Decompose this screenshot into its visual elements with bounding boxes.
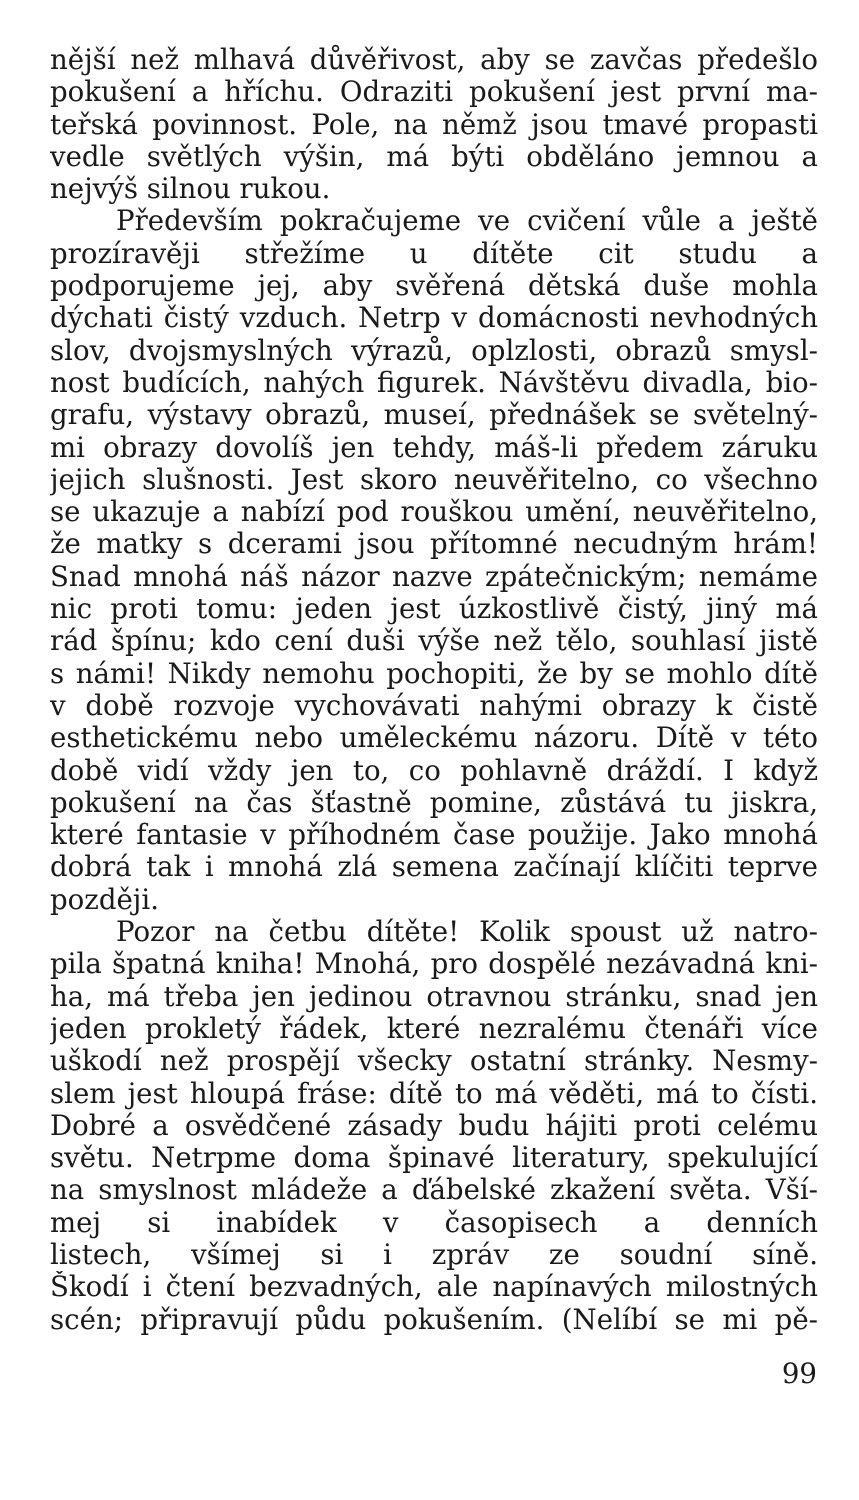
text-line: pokušení a hříchu. Odraziti pokušení jest první ma- — [50, 76, 818, 109]
text-line: světu. Netrpme doma špinavé literatury, spekulující — [50, 1142, 818, 1175]
text-line: podporujeme jej, aby svěřená dětská duše mohla — [50, 270, 818, 303]
paragraph-3 — [50, 916, 818, 1336]
text-line: mej si inabídek v časopisech a denních — [50, 1206, 818, 1239]
text-line: prozíravěji střežíme u dítěte cit studu a — [50, 237, 818, 270]
text-line: Dobré a osvědčené zásady budu hájiti proti celému — [50, 1109, 818, 1142]
text-line: na smyslnost mládeže a ďábelské zkažení světa. Vší- — [50, 1174, 818, 1207]
text-line: době vidí vždy jen to, co pohlavně dráždí. I když — [50, 754, 818, 787]
paragraph-1 — [50, 44, 818, 205]
text-line: později. — [50, 883, 159, 916]
text-line: teřská povinnost. Pole, na němž jsou tmavé propasti — [50, 108, 818, 141]
page-number: 99 — [781, 1357, 817, 1390]
text-line: grafu, výstavy obrazů, museí, přednášek se světelný- — [50, 399, 818, 432]
text-line: jejich slušnosti. Jest skoro neuvěřitelno, co všechno — [50, 463, 818, 496]
text-line: rád špínu; kdo cení duši výše než tělo, souhlasí jistě — [50, 625, 818, 658]
text-line: pila špatná kniha! Mnohá, pro dospělé nezávadná kni- — [50, 948, 818, 981]
text-line: Především pokračujeme ve cvičení vůle a ještě — [116, 205, 818, 238]
text-line: esthetickému nebo uměleckému názoru. Dítě v této — [50, 722, 818, 755]
text-line: s námi! Nikdy nemohu pochopiti, že by se mohlo dítě — [50, 657, 818, 690]
text-line: Snad mnohá náš názor nazve zpátečnickým; nemáme — [50, 560, 818, 593]
text-line: listech, všímej si i zpráv ze soudní síně. — [50, 1238, 818, 1271]
text-line: vedle světlých výšin, má býti obděláno jemnou a — [50, 140, 818, 173]
text-line: nic proti tomu: jeden jest úzkostlivě čistý, jiný má — [50, 593, 818, 626]
text-line: mi obrazy dovolíš jen tehdy, máš-li předem záruku — [50, 431, 818, 464]
text-line: jeden prokletý řádek, které nezralému čtenáři více — [50, 1012, 818, 1045]
text-line: Škodí i čtení bezvadných, ale napínavých milostných — [50, 1271, 818, 1304]
text-line: ha, má třeba jen jedinou otravnou stránku, snad jen — [50, 980, 818, 1013]
text-line: nejvýš silnou rukou. — [50, 173, 331, 206]
text-line: slov, dvojsmyslných výrazů, oplzlosti, obrazů smysl- — [50, 334, 818, 367]
text-line: Pozor na četbu dítěte! Kolik spoust už natro- — [116, 916, 818, 949]
paragraph-2 — [50, 205, 818, 916]
text-line: slem jest hloupá fráse: dítě to má věděti, má to čísti. — [50, 1077, 818, 1110]
text-line: nost budících, nahých figurek. Návštěvu divadla, bio- — [50, 366, 818, 399]
text-line: se ukazuje a nabízí pod rouškou umění, neuvěřitelno, — [50, 496, 818, 529]
text-line: nější než mlhavá důvěřivost, aby se zavčas předešlo — [50, 44, 818, 76]
text-line: dýchati čistý vzduch. Netrp v domácnosti nevhodných — [50, 302, 818, 335]
text-line: dobrá tak i mnohá zlá semena začínají klíčiti teprve — [50, 851, 818, 884]
text-line: pokušení na čas šťastně pomine, zůstává tu jiskra, — [50, 786, 818, 819]
text-line: uškodí než prospějí všecky ostatní stránky. Nesmy- — [50, 1045, 818, 1078]
text-line: v době rozvoje vychovávati nahými obrazy k čistě — [50, 689, 818, 722]
text-line: které fantasie v příhodném čase použije. Jako mnohá — [50, 819, 818, 852]
text-line: že matky s dcerami jsou přítomné necudným hrám! — [50, 528, 818, 561]
page-text — [50, 44, 818, 1336]
text-line: scén; připravují půdu pokušením. (Nelíbí se mi pě- — [50, 1303, 818, 1336]
